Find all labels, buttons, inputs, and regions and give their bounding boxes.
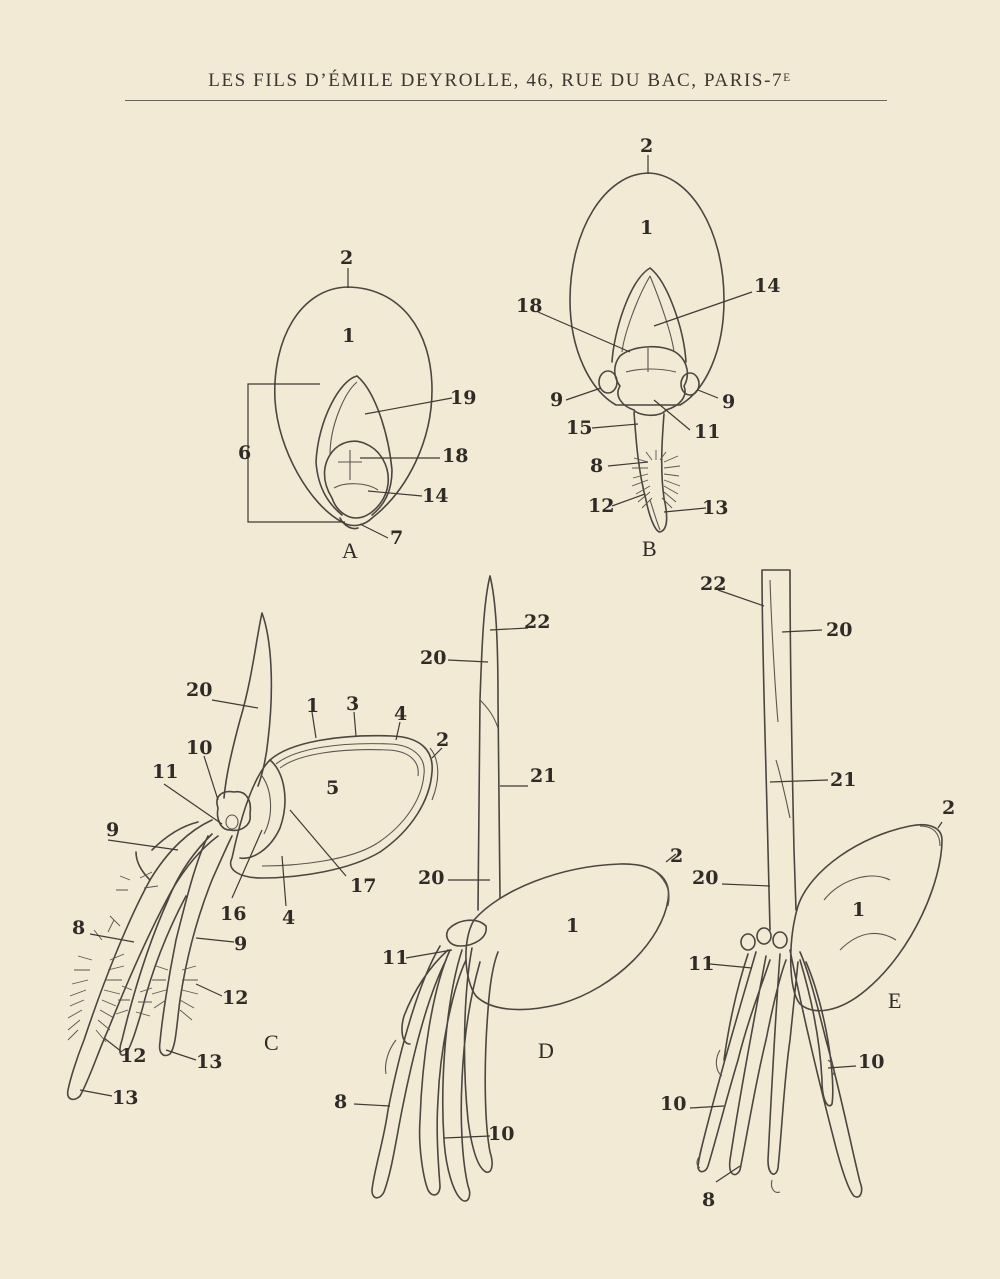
figure-c-grain-outline [231,736,433,878]
figure-c-letter: C [264,1030,279,1055]
figure-e-label-1: 1 [852,899,866,921]
figure-b-label-8: 8 [590,455,604,477]
figure-c-root-3 [160,836,232,1056]
figure-b-label-15: 15 [566,417,593,439]
figure-a-letter: A [342,538,358,563]
figure-b [516,135,780,561]
figure-e-roots [698,950,862,1197]
figure-e-label-20-bottom: 20 [692,867,719,889]
figure-b-label-2: 2 [640,135,654,157]
figure-d-shoot [478,576,500,910]
figure-c-label-9-lower: 9 [234,933,248,955]
figure-b-radicle [634,412,667,532]
figure-d-label-1: 1 [566,915,580,937]
figure-d-roots [372,946,498,1201]
figure-d-label-20-bottom: 20 [418,867,445,889]
figure-b-label-11: 11 [694,421,721,443]
figure-b-root-hairs [632,450,680,508]
figure-c-label-12-left: 12 [120,1045,147,1067]
figure-a-label-18: 18 [442,445,469,467]
figure-b-label-14: 14 [754,275,781,297]
figure-d-label-10: 10 [488,1123,515,1145]
figure-e-label-22: 22 [700,573,727,595]
figure-e-label-2: 2 [942,797,956,819]
figure-d-label-2: 2 [670,845,684,867]
figure-e-letter: E [888,988,902,1013]
figure-b-label-12: 12 [588,495,615,517]
figure-c-label-8: 8 [72,917,86,939]
figure-c-label-13-right: 13 [196,1051,223,1073]
figure-a [238,247,476,563]
figure-c-label-3: 3 [346,693,360,715]
figure-e-label-21: 21 [830,769,857,791]
figure-b-label-18: 18 [516,295,543,317]
figure-e [660,570,955,1211]
figure-a-label-2: 2 [340,247,354,269]
figure-c-label-13-left: 13 [112,1087,139,1109]
figure-d-label-8: 8 [334,1091,348,1113]
figure-c-label-2: 2 [436,729,450,751]
figure-d [334,576,683,1201]
figure-a-scutellum [316,376,392,515]
figure-c-label-4-top: 4 [394,703,408,725]
figure-e-label-10-left: 10 [660,1093,687,1115]
figure-c-root-2 [120,834,212,1055]
figure-e-shoot [762,570,796,930]
figure-e-label-11: 11 [688,953,715,975]
figure-d-label-22: 22 [524,611,551,633]
figure-c [68,613,450,1109]
figure-b-label-1: 1 [640,217,654,239]
figure-b-letter: B [642,536,657,561]
figure-c-label-16: 16 [220,903,247,925]
figure-e-label-10-right: 10 [858,1051,885,1073]
figure-c-label-9-upper: 9 [106,819,120,841]
figure-e-label-20-top: 20 [826,619,853,641]
figure-a-label-7: 7 [390,527,404,549]
figure-c-label-11: 11 [152,761,179,783]
plate-header: LES FILS D’ÉMILE DEYROLLE, 46, RUE DU BAC, PARIS-7ᴱ [208,70,792,91]
figure-a-label-6: 6 [238,442,252,464]
figure-b-label-9-left: 9 [550,389,564,411]
figure-d-label-21: 21 [530,765,557,787]
figure-d-letter: D [538,1038,554,1063]
figure-e-label-8: 8 [702,1189,716,1211]
figure-a-label-1: 1 [342,325,356,347]
figure-e-node [741,928,787,950]
figure-b-label-9-right: 9 [722,391,736,413]
figure-c-label-20: 20 [186,679,213,701]
figure-a-label-19: 19 [450,387,477,409]
figure-c-label-10: 10 [186,737,213,759]
figure-c-coleoptile [224,613,271,798]
figure-c-label-4-bottom: 4 [282,907,296,929]
figure-a-label-14: 14 [422,485,449,507]
figure-c-label-12-right: 12 [222,987,249,1009]
figure-b-label-13: 13 [702,497,729,519]
figure-b-grain-outline [570,173,724,405]
figure-c-label-5: 5 [326,777,340,799]
figure-c-label-17: 17 [350,875,377,897]
figure-c-label-1: 1 [306,695,320,717]
figure-d-label-20-top: 20 [420,647,447,669]
figure-d-label-11: 11 [382,947,409,969]
